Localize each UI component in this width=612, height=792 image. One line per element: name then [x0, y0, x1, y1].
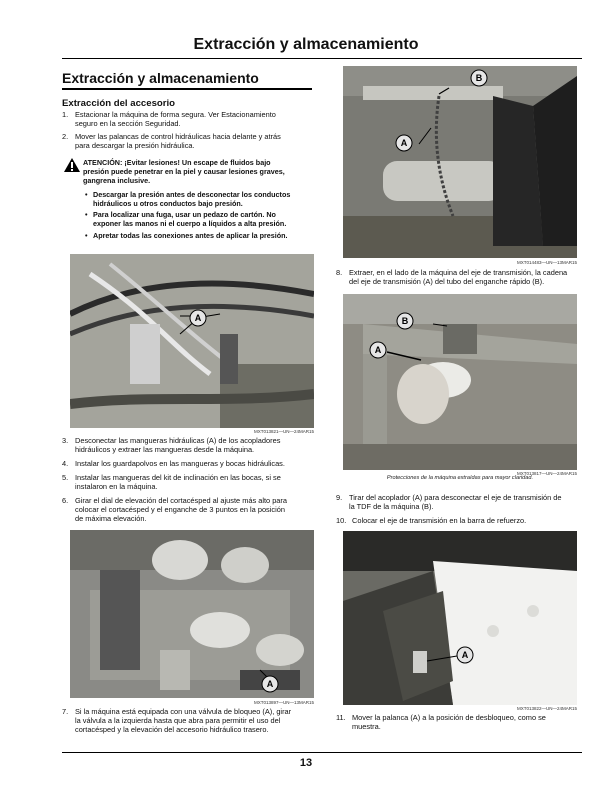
step-number: 2.: [62, 132, 69, 141]
step-number: 1.: [62, 110, 69, 119]
figure-code: MXT013821—UN—24MAR15: [253, 429, 314, 434]
page-number: 13: [299, 757, 313, 769]
step-8: 8. Extraer, en el lado de la máquina del eje de transmisión, la cadena del eje de transmisión (A) del tubo del enganche rápido (B).: [336, 268, 568, 286]
step-11: 11. Mover la palanca (A) a la posición de desbloqueo, como se muestra.: [336, 713, 546, 731]
warning-text: ATENCIÓN: ¡Evitar lesiones! Un escape de fluidos bajo presión puede penetrar en la piel y causar lesiones graves, gangrena inclusive.: [83, 158, 285, 185]
figure-driveshaft-chain: [343, 66, 577, 258]
page-title: Extracción y almacenamiento: [193, 36, 419, 53]
figure-coupler: [343, 294, 577, 470]
step-10: 10. Colocar el eje de transmisión en la barra de refuerzo.: [336, 516, 527, 525]
figure-code: MXT013817—UN—24MAR15: [516, 471, 577, 476]
step-text-line: Mover las palancas de control hidráulicas hacia delante y atrás: [75, 132, 281, 141]
callout-label: B: [475, 73, 483, 83]
section-title: Extracción y almacenamiento: [62, 70, 259, 86]
figure-lever: [343, 531, 577, 705]
step-7: 7. Si la máquina está equipada con una válvula de bloqueo (A), girar la válvula a la izquierda hasta que abra para permitir el uso del cortacésped y la elevación del accesorio hidráulico trasero.: [62, 707, 292, 734]
subsection-title: Extracción del accesorio: [62, 98, 176, 109]
warning-bullet: • Apretar todas las conexiones antes de aplicar la presión.: [85, 231, 288, 240]
callout-label: A: [400, 138, 408, 148]
callout-label: A: [194, 313, 202, 323]
figure-code: MXT014483—UN—13MAR15: [516, 260, 577, 265]
callout-label: B: [401, 316, 409, 326]
lever-illustration: [343, 531, 577, 705]
footer-rule: [62, 752, 582, 753]
section-rule: [62, 88, 312, 90]
lock-valve-illustration: [70, 530, 314, 698]
figure-code: MXT013822—UN—24MAR15: [516, 706, 577, 711]
step-1: [62, 110, 312, 130]
step-text-line: para descargar la presión hidráulica.: [75, 141, 195, 150]
warning-icon: [64, 158, 80, 172]
step-3: 3. Desconectar las mangueras hidráulicas (A) de los acopladores hidráulicos y extraer las mangueras desde la máquina.: [62, 436, 281, 454]
step-5: 5. Instalar las mangueras del kit de inclinación en las bocas, si se instalaron en la máquina.: [62, 473, 281, 491]
step-text-line: Estacionar la máquina de forma segura. Ver Estacionamiento: [75, 110, 276, 119]
figure-code: MXT013897—UN—13MAR15: [253, 700, 314, 705]
driveshaft-chain-illustration: [343, 66, 577, 258]
callout-label: A: [374, 345, 382, 355]
callout-label: A: [461, 650, 469, 660]
figure-lock-valve: [70, 530, 314, 698]
figure-caption: Protecciones de la máquina extraídas para mayor claridad.: [386, 475, 534, 481]
callout-label: A: [266, 679, 274, 689]
step-6: 6. Girar el dial de elevación del cortacésped al ajuste más alto para colocar el cortacésped y el enganche de 3 puntos en la posición de máxima elevación.: [62, 496, 287, 523]
hydraulic-hoses-illustration: [70, 254, 314, 428]
warning-bullet: • Para localizar una fuga, usar un pedazo de cartón. No exponer las manos ni el cuerpo a líquidos a alta presión.: [85, 210, 287, 228]
step-text-line: seguro en la sección Seguridad.: [75, 119, 181, 128]
step-2: [62, 132, 312, 152]
figure-hydraulic-hoses: [70, 254, 314, 428]
step-4: 4. Instalar los guardapolvos en las mangueras y bocas hidráulicas.: [62, 459, 285, 468]
step-9: 9. Tirar del acoplador (A) para desconectar el eje de transmisión de la TDF de la máquina (B).: [336, 493, 562, 511]
coupler-illustration: [343, 294, 577, 470]
header-rule: [62, 58, 582, 59]
warning-bullet: • Descargar la presión antes de desconectar los conductos hidráulicos u otros conductos bajo presión.: [85, 190, 291, 208]
